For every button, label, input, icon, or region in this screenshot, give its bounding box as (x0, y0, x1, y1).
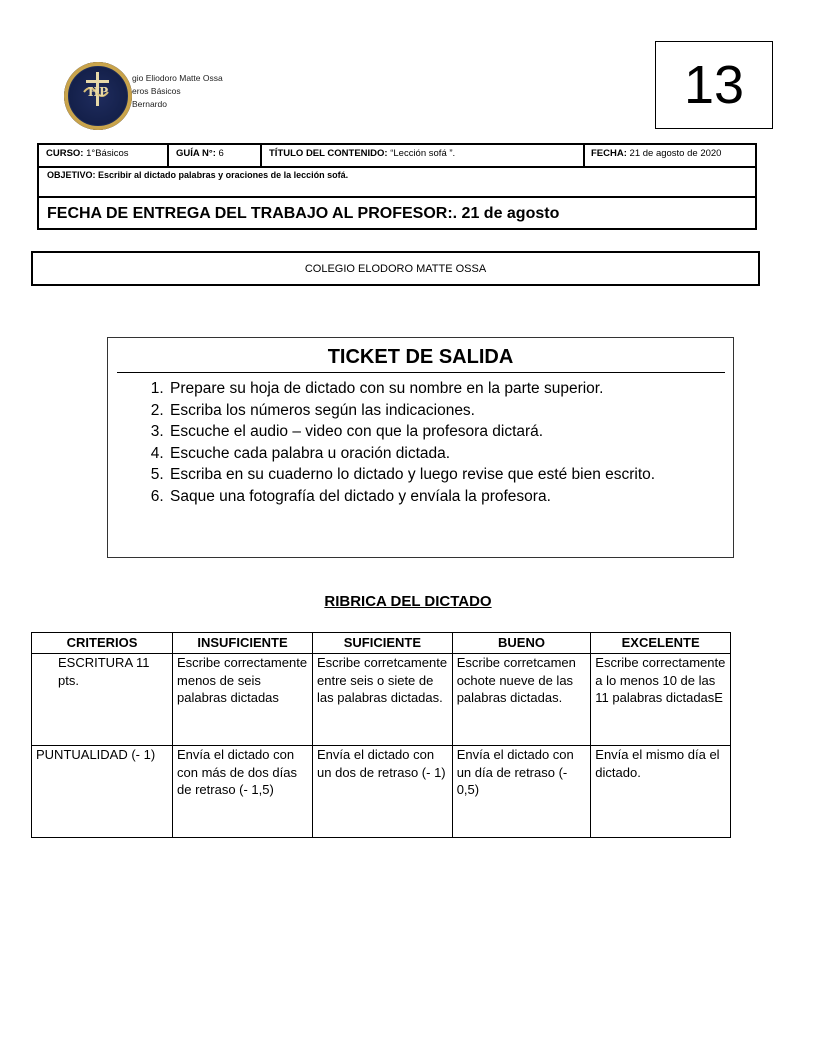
curso-cell (39, 145, 169, 166)
ticket-item: 2. Escriba los números según las indicaciones. (168, 400, 728, 422)
page-number: 13 (655, 41, 773, 129)
objetivo-label: OBJETIVO: (47, 170, 96, 180)
school-crest-icon (64, 62, 132, 130)
ticket-item: 5. Escriba en su cuaderno lo dictado y luego revise que esté bien escrito. (168, 464, 728, 486)
rubric-cell: Envía el dictado con un día de retraso (- 0,5) (452, 746, 591, 838)
ticket-item: 1. Prepare su hoja de dictado con su nombre en la parte superior. (168, 378, 728, 400)
rubric-header-cell: CRITERIOS (32, 633, 173, 654)
rubric-header-cell: BUENO (452, 633, 591, 654)
rubric-cell: Escribe corretcamen ochote nueve de las palabras dictadas. (452, 654, 591, 746)
guia-label: GUÍA N°: (176, 148, 216, 159)
titulo-value: “Lección sofá ”. (390, 148, 456, 159)
curso-value: 1°Básicos (86, 148, 129, 159)
guia-cell (169, 145, 262, 166)
rubric-cell: Escribe corretcamente entre seis o siete de las palabras dictadas. (313, 654, 453, 746)
rubric-header-cell: SUFICIENTE (313, 633, 453, 654)
titulo-cell (262, 145, 585, 166)
info-row (39, 145, 755, 168)
entrega-row: FECHA DE ENTREGA DEL TRABAJO AL PROFESOR:. 21 de agosto (47, 205, 560, 222)
ticket-title: TICKET DE SALIDA (327, 346, 514, 368)
rubric-header-row (32, 633, 731, 654)
ticket-item: 4. Escuche cada palabra u oración dictada. (168, 443, 728, 465)
ticket-box (107, 337, 734, 558)
rubric-title: RIBRICA DEL DICTADO (324, 593, 492, 610)
guia-value: 6 (218, 148, 224, 159)
fecha-value: 21 de agosto de 2020 (629, 148, 722, 159)
fecha-label: FECHA: (591, 148, 627, 159)
school-line: Bernardo (132, 99, 167, 109)
rubric-cell: ESCRITURA 11 pts. (32, 654, 173, 746)
rubric-cell: Envía el dictado con un dos de retraso (- 1) (313, 746, 453, 838)
rubric-cell: PUNTUALIDAD (- 1) (32, 746, 173, 838)
college-name-box: COLEGIO ELODORO MATTE OSSA (31, 251, 760, 286)
rubric-cell: Envía el dictado con con más de dos días de retraso (- 1,5) (173, 746, 313, 838)
info-table (37, 143, 757, 230)
svg-text:HP: HP (87, 85, 109, 99)
rubric-header-cell: INSUFICIENTE (173, 633, 313, 654)
school-logo (64, 62, 132, 130)
rubric-cell: Escribe correctamente menos de seis palabras dictadas (173, 654, 313, 746)
rubric-cell: Envía el mismo día el dictado. (591, 746, 731, 838)
fecha-cell (585, 145, 755, 166)
ticket-item: 6. Saque una fotografía del dictado y envíala la profesora. (168, 486, 728, 508)
rubric-table (31, 632, 731, 838)
school-line: eros Básicos (132, 86, 181, 96)
ticket-item: 3. Escuche el audio – video con que la profesora dictará. (168, 421, 728, 443)
rubric-cell: Escribe correctamente a lo menos 10 de las 11 palabras dictadasE (591, 654, 731, 746)
ticket-list (148, 378, 728, 507)
titulo-label: TÍTULO DEL CONTENIDO: (269, 148, 388, 159)
school-header (132, 72, 223, 111)
rubric-header-cell: EXCELENTE (591, 633, 731, 654)
curso-label: CURSO: (46, 148, 84, 159)
objetivo-value: Escribir al dictado palabras y oraciones de la lección sofá. (98, 170, 349, 180)
objetivo-row (39, 168, 755, 198)
table-row (32, 746, 731, 838)
ticket-divider (117, 372, 725, 373)
school-line: gio Eliodoro Matte Ossa (132, 73, 223, 83)
table-row (32, 654, 731, 746)
